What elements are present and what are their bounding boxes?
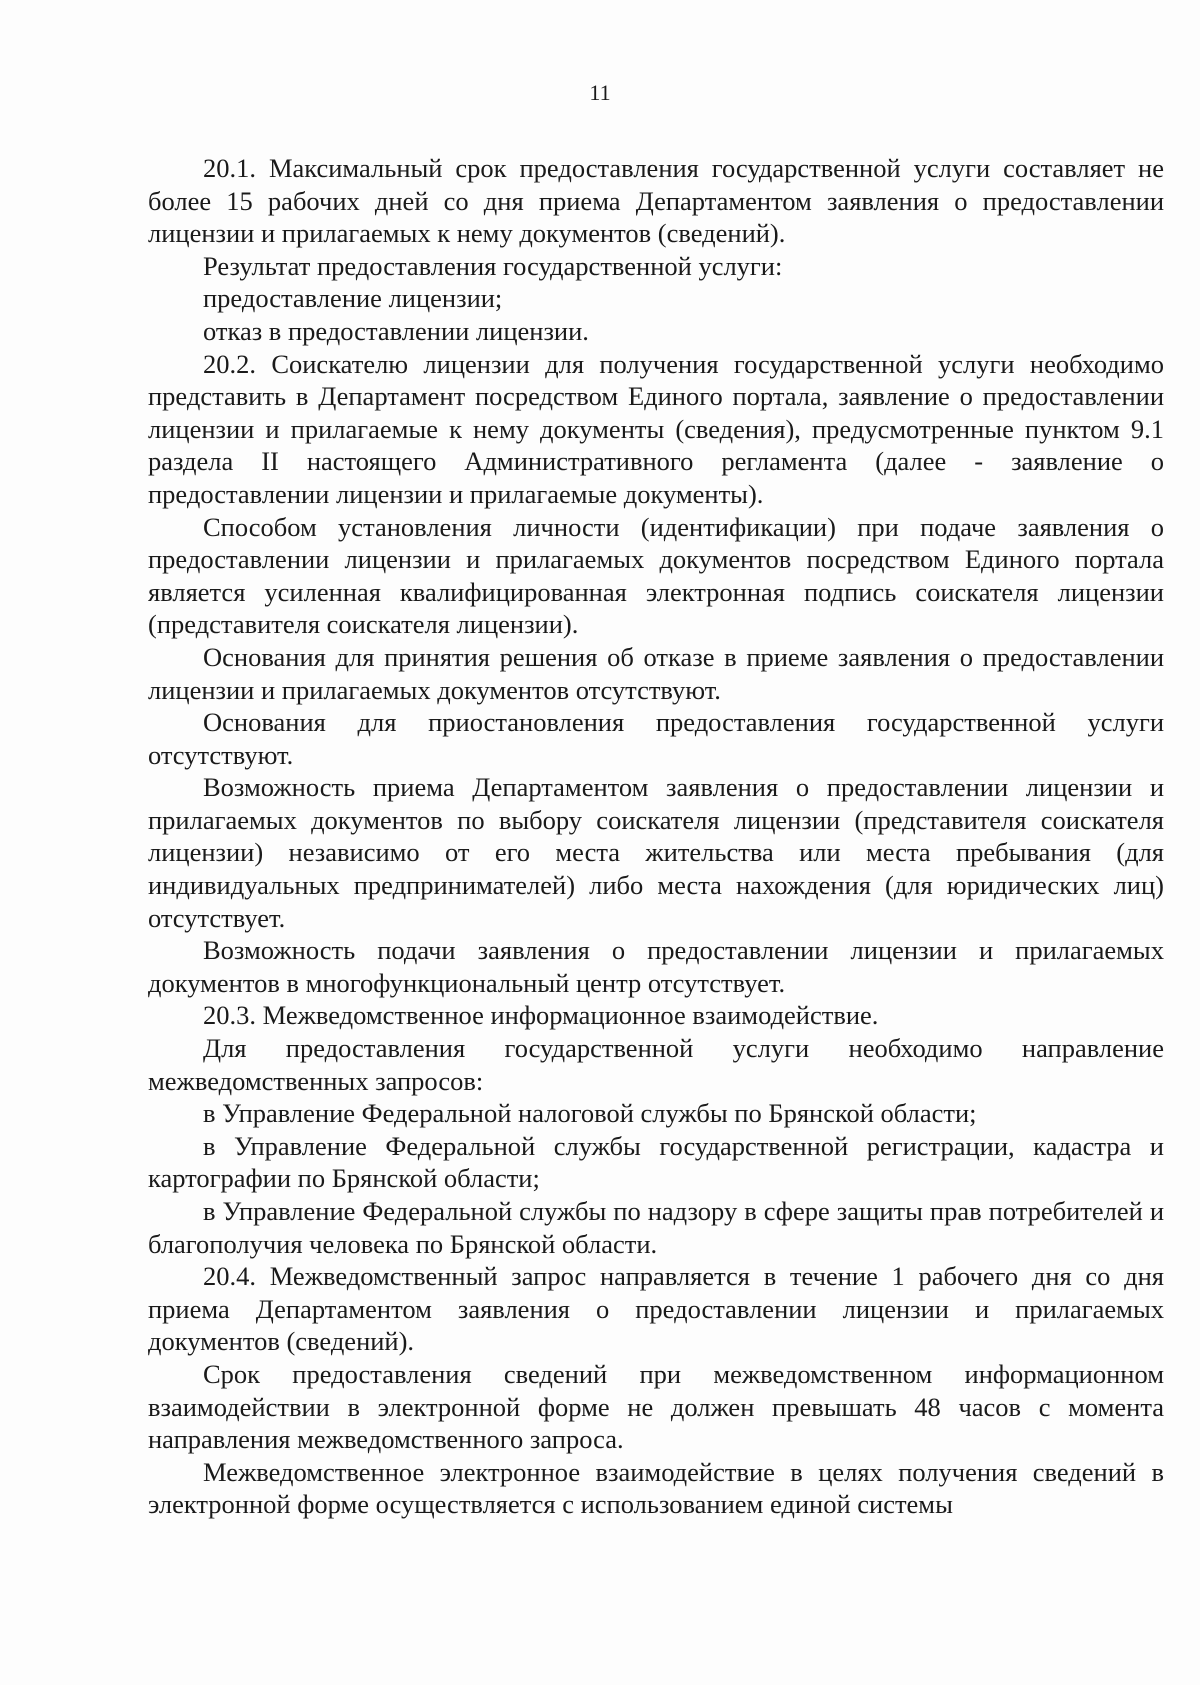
paragraph-refusal-grounds: Основания для принятия решения об отказе в приеме заявления о предоставлении лицензии и прилагаемых документов отсутствуют. bbox=[148, 641, 1164, 705]
paragraph-extraterritorial: Возможность приема Департаментом заявления о предоставлении лицензии и прилагаемых документов по выбору соискателя лицензии (представителя соискателя лицензии) независимо от его места жительства или места пребывания (для индивидуальных предпринимателей) либо места нахождения (для юридических лиц) отсутствует. bbox=[148, 772, 1164, 933]
paragraph-result-refusal: отказ в предоставлении лицензии. bbox=[203, 315, 589, 346]
paragraph-registration-service: в Управление Федеральной службы государственной регистрации, кадастра и картографии по Брянской области; bbox=[148, 1130, 1164, 1194]
paragraph-consumer-service: в Управление Федеральной службы по надзору в сфере защиты прав потребителей и благополучия человека по Брянской области. bbox=[148, 1196, 1164, 1259]
paragraph-requests-needed: Для предоставления государственной услуги необходимо направление межведомственных запросов: bbox=[148, 1033, 1164, 1096]
paragraph-identification: Способом установления личности (идентификации) при подаче заявления о предоставлении лицензии и прилагаемых документов посредством Единого портала является усиленная квалифицированная электронная подпись соискателя лицензии (представителя соискателя лицензии). bbox=[148, 511, 1164, 640]
paragraph-mfc: Возможность подачи заявления о предоставлении лицензии и прилагаемых документов в многофункциональный центр отсутствует. bbox=[148, 935, 1164, 998]
paragraph-electronic-interaction: Межведомственное электронное взаимодействие в целях получения сведений в электронной форме осуществляется с использованием единой системы bbox=[148, 1456, 1164, 1520]
document-body bbox=[148, 152, 1164, 1521]
paragraph-20-4: 20.4. Межведомственный запрос направляется в течение 1 рабочего дня со дня приема Департаментом заявления о предоставлении лицензии и прилагаемых документов (сведений). bbox=[148, 1261, 1164, 1357]
paragraph-20-1: 20.1. Максимальный срок предоставления государственной услуги составляет не более 15 рабочих дней со дня приема Департаментом заявления о предоставлении лицензии и прилагаемых к нему документов (сведений). bbox=[148, 153, 1164, 249]
paragraph-response-time: Срок предоставления сведений при межведомственном информационном взаимодействии в электронной форме не должен превышать 48 часов с момента направления межведомственного запроса. bbox=[148, 1358, 1164, 1455]
paragraph-20-2: 20.2. Соискателю лицензии для получения государственной услуги необходимо представить в Департамент посредством Единого портала, заявление о предоставлении лицензии и прилагаемые к нему документы (сведения), предусмотренные пунктом 9.1 раздела II настоящего Административного регламента (далее - заявление о предоставлении лицензии и прилагаемые документы). bbox=[148, 348, 1164, 509]
paragraph-tax-service: в Управление Федеральной налоговой службы по Брянской области; bbox=[203, 1098, 977, 1129]
paragraph-result-grant: предоставление лицензии; bbox=[203, 283, 503, 314]
page-number: 11 bbox=[589, 80, 611, 105]
paragraph-result-heading: Результат предоставления государственной услуги: bbox=[203, 250, 783, 281]
paragraph-20-3: 20.3. Межведомственное информационное взаимодействие. bbox=[203, 1000, 879, 1031]
paragraph-suspension-grounds: Основания для приостановления предоставления государственной услуги отсутствуют. bbox=[148, 707, 1164, 770]
